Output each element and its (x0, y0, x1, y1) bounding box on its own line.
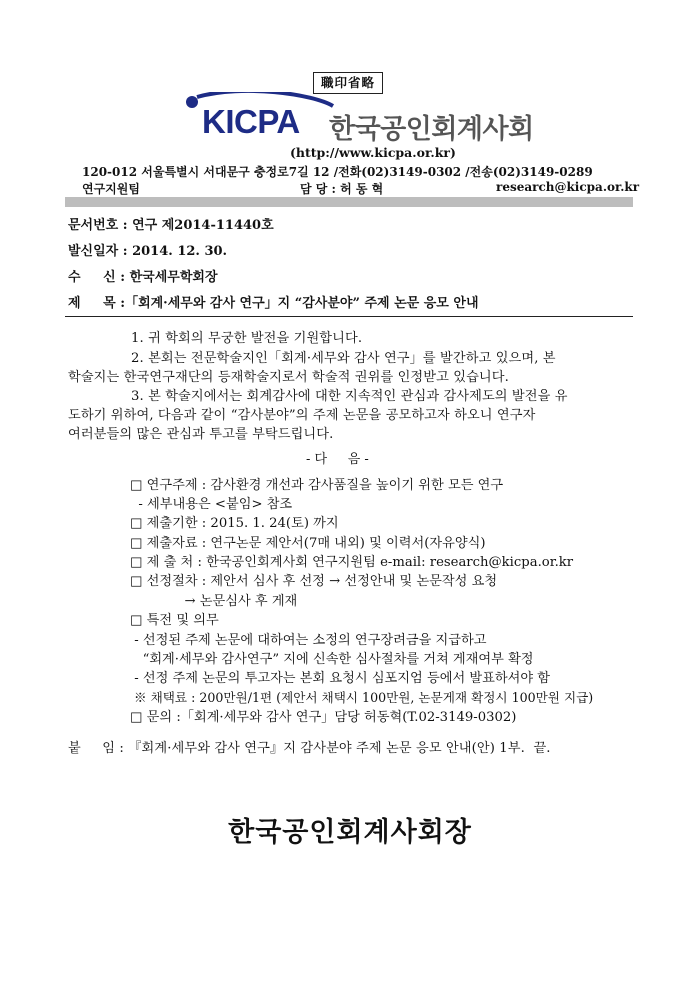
item-topic: □ 연구주제 : 감사환경 개선과 감사품질을 높이기 위한 모든 연구 (130, 478, 504, 493)
item-procedure: □ 선정절차 : 제안서 심사 후 선정 → 선정안내 및 논문작성 요청 (130, 574, 498, 589)
body-paragraph-2: 2. 본회는 전문학술지인「회계·세무와 감사 연구」를 발간하고 있으며, 본 (131, 351, 556, 366)
organization-name: 한국공인회계사회 (329, 114, 534, 145)
logo-text: KICPA (202, 103, 300, 140)
body-paragraph-3-end: 여러분들의 많은 관심과 투고를 부탁드립니다. (68, 427, 334, 442)
signature: 한국공인회계사회장 (228, 817, 472, 848)
organization-url[interactable]: (http://www.kicpa.or.kr) (290, 145, 456, 160)
item-deadline: □ 제출기한 : 2015. 1. 24(토) 까지 (130, 516, 339, 531)
details-heading: - 다 음 - (306, 452, 369, 467)
item-benefits-1-cont: “회계·세무와 감사연구” 지에 신속한 심사절차를 거쳐 게재여부 확정 (130, 652, 534, 667)
item-benefits: □ 특전 및 의무 (130, 613, 219, 628)
item-benefits-1: - 선정된 주제 논문에 대하여는 소정의 연구장려금을 지급하고 (130, 633, 487, 648)
seal-omitted-stamp: 職印省略 (313, 72, 383, 94)
document-number: 문서번호 : 연구 제2014-11440호 (68, 218, 274, 233)
recipient: 수 신 : 한국세무학회장 (68, 270, 218, 285)
item-fee: ※ 채택료 : 200만원/1편 (제안서 채택시 100만원, 논문게재 확정시 100만원 지급) (130, 690, 594, 705)
item-materials: □ 제출자료 : 연구논문 제안서(7매 내외) 및 이력서(자유양식) (130, 536, 486, 551)
subject: 제 목 :「회계·세무와 감사 연구」지 “감사분야” 주제 논문 응모 안내 (68, 296, 479, 311)
contact-email[interactable]: research@kicpa.or.kr (496, 180, 640, 194)
contact-person: 담 당 : 허 동 혁 (300, 182, 384, 196)
subject-divider (65, 316, 633, 317)
body-paragraph-2-cont: 학술지는 한국연구재단의 등재학술지로서 학술적 권위를 인정받고 있습니다. (68, 370, 509, 385)
item-procedure-cont: → 논문심사 후 게재 (130, 594, 298, 609)
item-topic-detail: - 세부내용은 <붙임> 참조 (130, 497, 293, 512)
body-paragraph-1: 1. 귀 학회의 무궁한 발전을 기원합니다. (131, 331, 363, 346)
body-paragraph-3: 3. 본 학술지에서는 회계감사에 대한 지속적인 관심과 감사제도의 발전을 유 (131, 389, 568, 404)
organization-address: 120-012 서울특별시 서대문구 충정로7길 12 /전화(02)3149-0302 /전송(02)3149-0289 (82, 165, 593, 179)
item-inquiry: □ 문의 :「회계·세무와 감사 연구」담당 허동혁(T.02-3149-0302) (130, 710, 517, 725)
item-benefits-2: - 선정 주제 논문의 투고자는 본회 요청시 심포지엄 등에서 발표하셔야 함 (130, 671, 550, 686)
body-paragraph-3-cont: 도하기 위하여, 다음과 같이 “감사분야”의 주제 논문을 공모하고자 하오니 연구자 (68, 408, 536, 423)
department: 연구지원팀 (82, 182, 140, 196)
attachment: 붙 임 : 『회계·세무와 감사 연구』지 감사분야 주제 논문 응모 안내(안) 1부. 끝. (68, 741, 551, 756)
header-divider (65, 197, 633, 207)
item-submit-to: □ 제 출 처 : 한국공인회계사회 연구지원팀 e-mail: research@kicpa.or.kr (130, 555, 574, 570)
send-date: 발신일자 : 2014. 12. 30. (68, 244, 228, 259)
